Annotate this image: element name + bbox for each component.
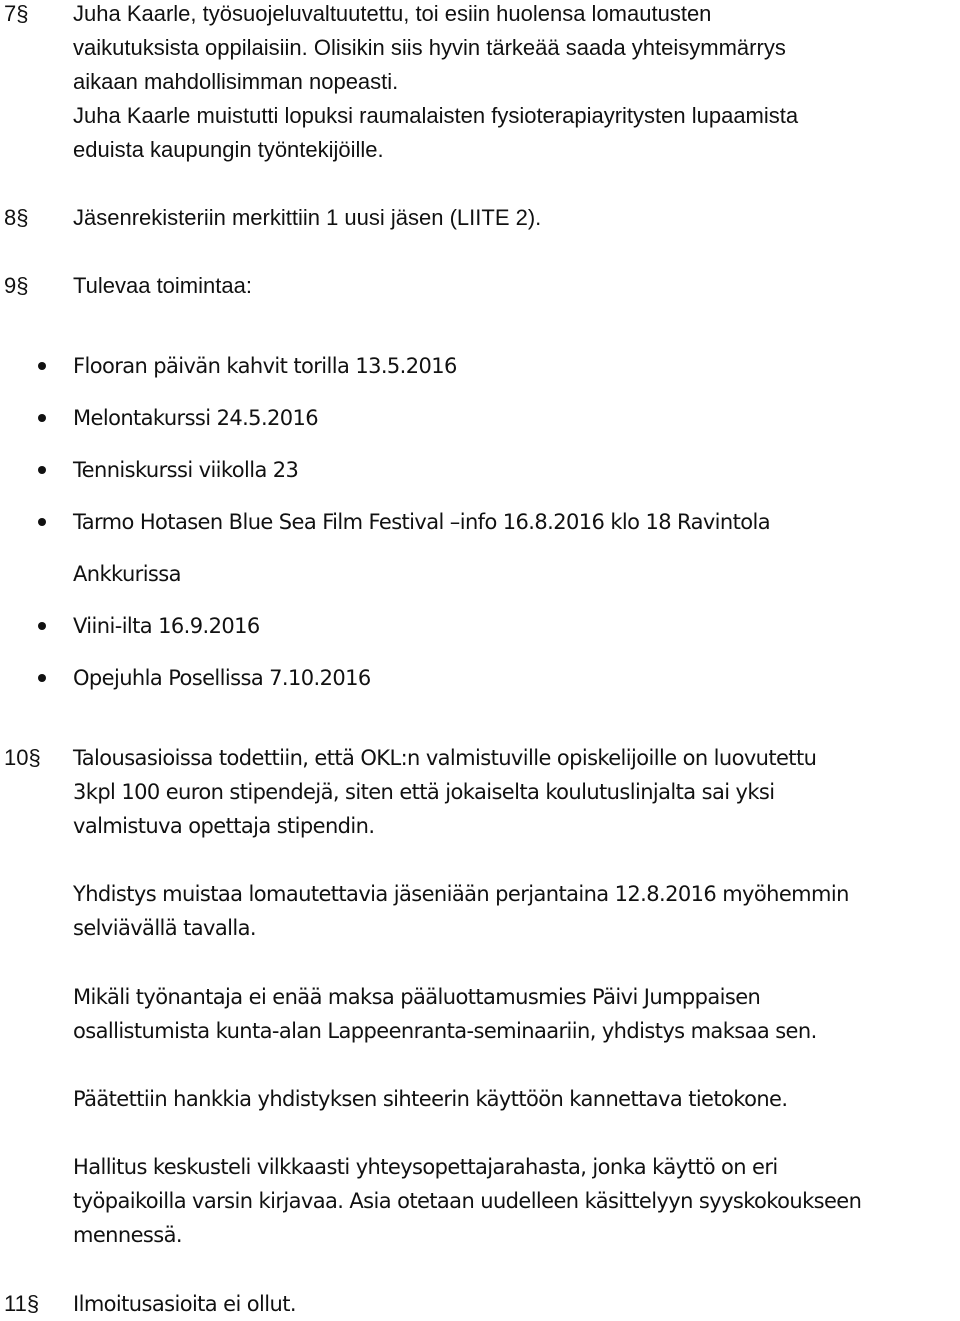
bullet-icon — [38, 466, 46, 474]
list-item-label: Melontakurssi 24.5.2016 — [73, 406, 319, 430]
section-10-paragraph-2 — [73, 877, 953, 945]
bullet-icon — [38, 674, 46, 682]
bullet-icon — [38, 414, 46, 422]
section-8-text: Jäsenrekisteriin merkittiin 1 uusi jäsen (LIITE 2). — [73, 205, 542, 230]
list-item — [73, 496, 770, 600]
paragraph-line: työpaikoilla varsin kirjavaa. Asia otetaan uudelleen käsittelyyn syyskokoukseen — [73, 1189, 862, 1213]
bullet-icon — [38, 362, 46, 370]
paragraph-line: osallistumista kunta-alan Lappeenranta-seminaariin, yhdistys maksaa sen. — [73, 1019, 817, 1043]
paragraph-line: Talousasioissa todettiin, että OKL:n valmistuville opiskelijoille on luovutettu — [73, 746, 817, 770]
list-item — [73, 652, 770, 704]
section-10-paragraph-4 — [73, 1082, 953, 1116]
section-9-number: 9§ — [4, 273, 29, 298]
paragraph-line: valmistuva opettaja stipendin. — [73, 814, 375, 838]
section-8-number: 8§ — [4, 205, 29, 230]
bullet-icon — [38, 518, 46, 526]
section-11-number: 11§ — [4, 1291, 40, 1316]
list-item-label: Viini-ilta 16.9.2016 — [73, 614, 260, 638]
paragraph-line: 3kpl 100 euron stipendejä, siten että jokaiselta koulutuslinjalta sai yksi — [73, 780, 775, 804]
paragraph-line: Mikäli työnantaja ei enää maksa pääluottamusmies Päivi Jumppaisen — [73, 985, 761, 1009]
list-item-label: Opejuhla Posellissa 7.10.2016 — [73, 666, 371, 690]
section-11-text: Ilmoitusasioita ei ollut. — [73, 1292, 296, 1316]
list-item-label: Tarmo Hotasen Blue Sea Film Festival –info 16.8.2016 klo 18 Ravintola — [73, 510, 770, 534]
list-item — [73, 392, 770, 444]
list-item — [73, 444, 770, 496]
section-7-line: eduista kaupungin työntekijöille. — [73, 137, 384, 162]
list-item-label: Flooran päivän kahvit torilla 13.5.2016 — [73, 354, 457, 378]
paragraph-line: Yhdistys muistaa lomautettavia jäseniään perjantaina 12.8.2016 myöhemmin — [73, 882, 849, 906]
section-9-heading: Tulevaa toimintaa: — [73, 273, 252, 298]
section-7-line: aikaan mahdollisimman nopeasti. — [73, 69, 399, 94]
section-10-paragraph-5 — [73, 1150, 953, 1252]
upcoming-events-list — [73, 340, 770, 704]
paragraph-line: Hallitus keskusteli vilkkaasti yhteysopettajarahasta, jonka käyttö on eri — [73, 1155, 778, 1179]
list-item-label: Tenniskurssi viikolla 23 — [73, 458, 299, 482]
section-7-line: Juha Kaarle muistutti lopuksi raumalaisten fysioterapiayritysten lupaamista — [73, 103, 799, 128]
section-7-number: 7§ — [4, 1, 29, 26]
paragraph-line: Päätettiin hankkia yhdistyksen sihteerin käyttöön kannettava tietokone. — [73, 1087, 788, 1111]
list-item — [73, 340, 770, 392]
paragraph-line: mennessä. — [73, 1223, 182, 1247]
paragraph-line: selviävällä tavalla. — [73, 916, 256, 940]
section-7-line: Juha Kaarle, työsuojeluvaltuutettu, toi esiin huolensa lomautusten — [73, 1, 712, 26]
list-item — [73, 600, 770, 652]
bullet-icon — [38, 622, 46, 630]
section-10-paragraph-1 — [73, 741, 953, 843]
section-10-paragraph-3 — [73, 980, 953, 1048]
section-10-number: 10§ — [4, 745, 41, 770]
list-item-continuation: Ankkurissa — [73, 562, 181, 586]
section-7-line: vaikutuksista oppilaisiin. Olisikin siis hyvin tärkeää saada yhteisymmärrys — [73, 35, 786, 60]
section-7-text — [73, 0, 953, 167]
